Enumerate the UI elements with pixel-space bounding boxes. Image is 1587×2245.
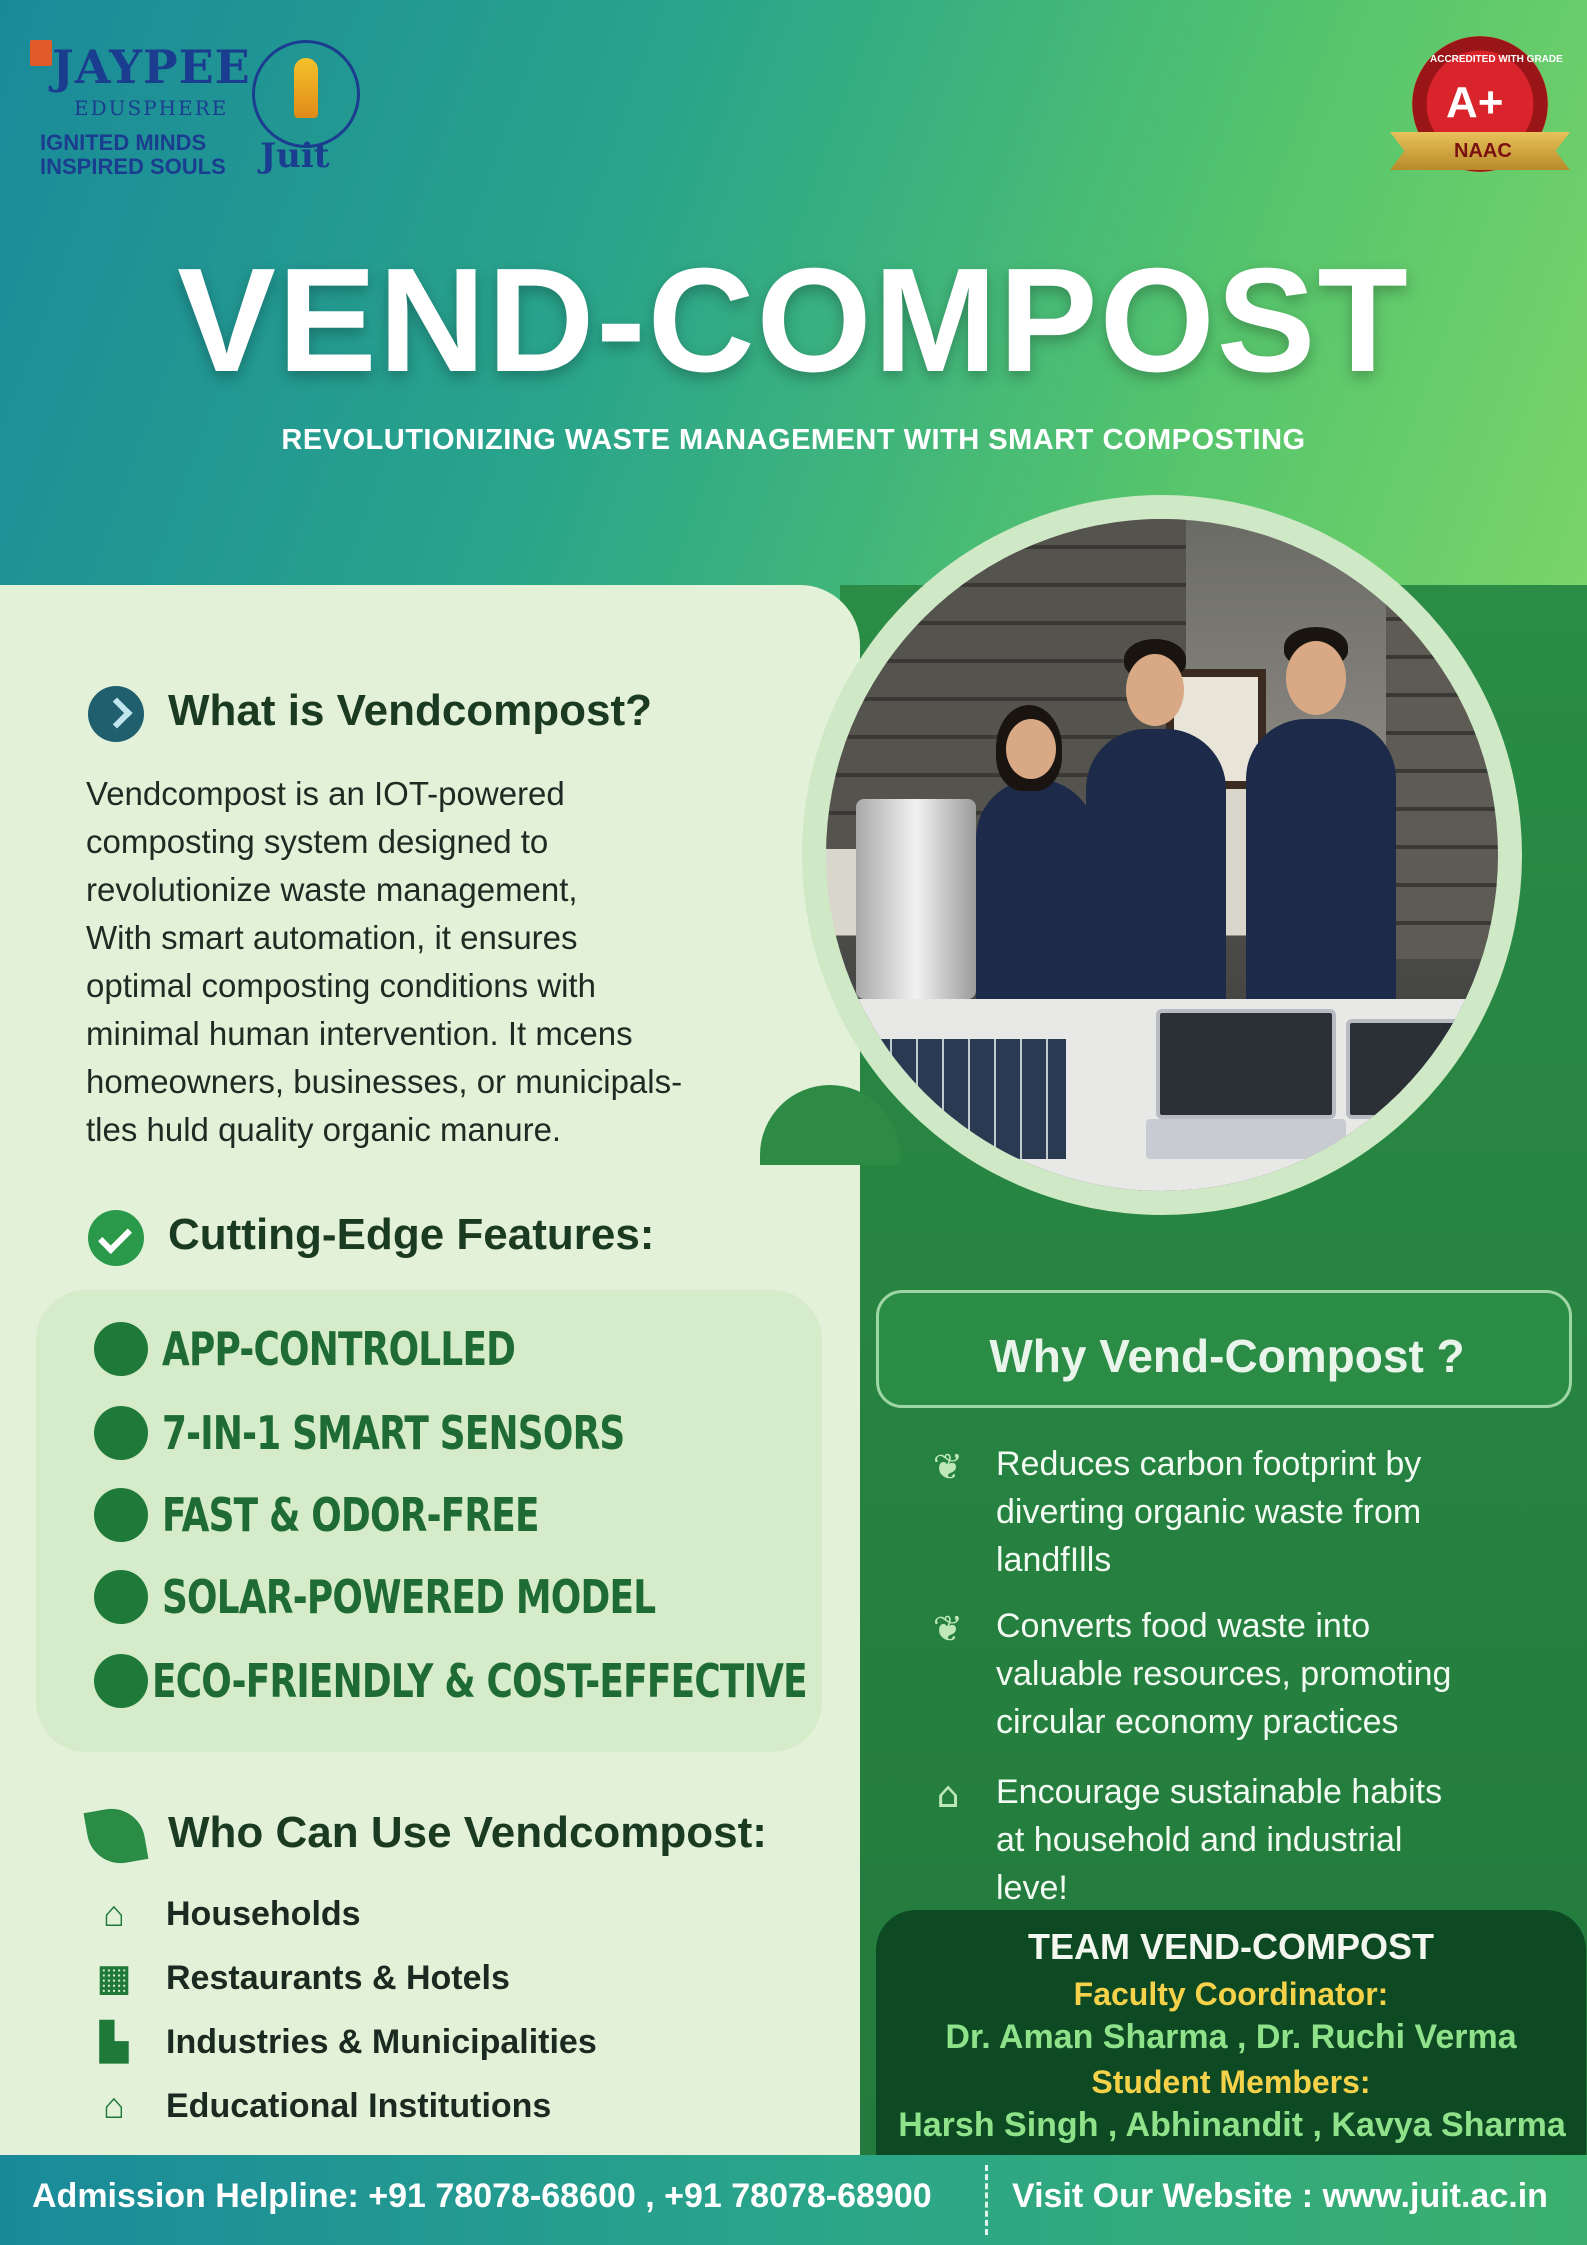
header-banner	[0, 0, 1587, 600]
laptop-1	[1156, 1009, 1336, 1119]
jaypee-sub: EDUSPHERE	[74, 96, 229, 120]
why-line: Encourage sustainable habits	[996, 1773, 1443, 1811]
users-heading: Who Can Use Vendcompost:	[168, 1808, 767, 1857]
stone-wall-right	[1386, 579, 1498, 959]
person-3-head	[1286, 641, 1346, 715]
laptop-1-base	[1146, 1119, 1346, 1159]
house-icon: ⌂	[103, 1893, 125, 1934]
jaypee-logo	[30, 22, 251, 182]
user-label: Households	[166, 1894, 361, 1933]
page-subtitle: REVOLUTIONIZING WASTE MANAGEMENT WITH SMART COMPOSTING	[281, 424, 1306, 456]
factory-icon: ▙	[100, 2021, 128, 2062]
feature-label: 7-IN-1 SMART SENSORS	[162, 1406, 625, 1460]
user-item	[88, 2086, 551, 2126]
person-2	[1086, 729, 1226, 1019]
what-line: revolutionize waste management,	[86, 871, 578, 908]
team-title: TEAM VEND-COMPOST	[1027, 1926, 1434, 1967]
sprout-icon: ❦	[932, 1609, 964, 1650]
why-line: valuable resources, promoting	[996, 1655, 1452, 1693]
bullet-icon	[94, 1406, 148, 1460]
naac-grade: A+	[1446, 78, 1504, 127]
why-line: Converts food waste into	[996, 1607, 1371, 1645]
footer	[0, 2155, 1587, 2245]
why-text	[996, 1768, 1442, 1912]
what-line: optimal composting conditions with	[86, 967, 596, 1004]
helpline-text: Admission Helpline: +91 78078-68600 , +91 78078-68900	[32, 2177, 932, 2215]
building-icon: ▦	[96, 1957, 131, 1998]
what-description	[86, 770, 786, 1154]
person-3	[1246, 719, 1396, 1019]
why-line: circular economy practices	[996, 1703, 1399, 1741]
laptop-2	[1346, 1019, 1496, 1119]
bullet-icon	[94, 1322, 148, 1376]
compost-bin	[856, 799, 976, 999]
eco-house-icon: ⌂	[936, 1775, 960, 1816]
feature-label: SOLAR-POWERED MODEL	[162, 1570, 656, 1624]
website-link[interactable]: Visit Our Website : www.juit.ac.in	[1012, 2177, 1548, 2215]
jaypee-tag-1: IGNITED MINDS	[40, 130, 207, 155]
what-line: With smart automation, it ensures	[86, 919, 578, 956]
user-item	[88, 1958, 510, 1998]
naac-label: NAAC	[1454, 140, 1512, 162]
what-line: Vendcompost is an IOT-powered	[86, 775, 565, 812]
jaypee-title: JAYPEE	[52, 40, 251, 94]
book-icon	[30, 40, 52, 66]
feature-item	[94, 1488, 645, 1542]
bullet-icon	[94, 1570, 148, 1624]
team-box	[876, 1910, 1586, 2155]
why-line: leve!	[996, 1869, 1068, 1907]
page-title: VEND-COMPOST	[177, 238, 1410, 403]
features-heading: Cutting-Edge Features:	[168, 1210, 655, 1259]
why-line: Reduces carbon footprint by	[996, 1445, 1422, 1483]
feature-label: APP-CONTROLLED	[162, 1322, 516, 1376]
faculty-label: Faculty Coordinator:	[1073, 1976, 1389, 2012]
juit-logo	[252, 40, 360, 190]
chevron-right-icon	[88, 686, 144, 742]
juit-text: Juit	[260, 136, 330, 176]
solar-panel	[866, 1039, 1066, 1159]
jaypee-tag-2: INSPIRED SOULS	[40, 154, 226, 179]
user-label: Restaurants & Hotels	[166, 1958, 510, 1997]
why-heading: Why Vend-Compost ?	[989, 1330, 1465, 1382]
naac-badge	[1390, 36, 1570, 186]
sprout-icon: ❦	[932, 1447, 964, 1488]
person-1-head	[1006, 719, 1056, 779]
user-item	[88, 1894, 361, 1934]
checkmark-icon	[88, 1210, 144, 1266]
bullet-icon	[94, 1654, 148, 1708]
why-text	[996, 1602, 1451, 1746]
why-item	[932, 1768, 1572, 1912]
user-label: Industries & Municipalities	[166, 2022, 597, 2061]
naac-accredited: ACCREDITED WITH GRADE	[1430, 54, 1563, 65]
user-item	[88, 2022, 597, 2062]
why-line: diverting organic waste from	[996, 1493, 1422, 1531]
what-heading: What is Vendcompost?	[168, 686, 653, 735]
what-line: tles huld quality organic manure.	[86, 1111, 562, 1148]
person-1	[976, 779, 1096, 1019]
faculty-names: Dr. Aman Sharma , Dr. Ruchi Verma	[945, 2018, 1517, 2056]
team-photo	[826, 519, 1498, 1191]
why-text	[996, 1440, 1421, 1584]
school-icon: ⌂	[103, 2085, 125, 2126]
what-line: minimal human intervention. It mcens	[86, 1015, 633, 1052]
why-line: at household and industrial	[996, 1821, 1403, 1859]
user-label: Educational Institutions	[166, 2086, 552, 2125]
why-line: landfIlls	[996, 1541, 1112, 1579]
feature-item	[94, 1406, 755, 1460]
student-label: Student Members:	[1091, 2064, 1371, 2100]
why-item	[932, 1440, 1572, 1584]
torch-icon	[294, 58, 318, 118]
feature-item	[94, 1654, 992, 1708]
feature-item	[94, 1322, 615, 1376]
why-box	[876, 1290, 1572, 1408]
what-line: composting system designed to	[86, 823, 549, 860]
bullet-icon	[94, 1488, 148, 1542]
feature-label: ECO-FRIENDLY & COST-EFFECTIVE	[152, 1654, 807, 1708]
feature-label: FAST & ODOR-FREE	[162, 1488, 539, 1542]
what-line: homeowners, businesses, or municipals-	[86, 1063, 683, 1100]
feature-item	[94, 1570, 794, 1624]
why-item	[932, 1602, 1572, 1746]
footer-divider	[985, 2165, 988, 2235]
person-2-head	[1126, 654, 1184, 726]
student-names: Harsh Singh , Abhinandit , Kavya Sharma	[898, 2106, 1566, 2144]
